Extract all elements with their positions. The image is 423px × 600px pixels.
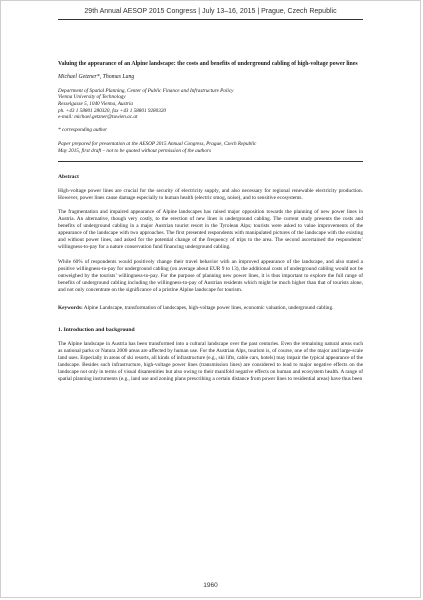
presentation-note-line: May 2015, first draft – not to be quoted without permission of the authors — [58, 147, 212, 154]
page-number: 1960 — [203, 582, 218, 589]
paper-authors: Michael Getzner*, Thomas Lang — [58, 74, 135, 81]
paper-title: Valuing the appearance of an Alpine landscape: the costs and benefits of underground cabling of high-voltage power lines — [58, 61, 358, 67]
page-content — [58, 61, 363, 383]
corresponding-author-note: * corresponding author — [58, 126, 108, 133]
keywords-text: Alpine Landscape, transformation of landscapes, high-voltage power lines, economic valuation, underground cabling. — [83, 304, 334, 311]
section-heading: 1. Introduction and background — [58, 326, 135, 333]
section-rule — [58, 161, 363, 162]
abstract-heading: Abstract — [58, 173, 79, 180]
author-affiliation — [58, 88, 363, 121]
abstract-paragraph: The fragmentation and impaired appearance of Alpine landscapes has raised major opposition towards the planning of new power lines in Austria. An alternative, though very costly, to the erection of new lines is underground cabling. The current study presents the costs and benefits of underground cabling in a major Austrian tourist resort in the Tyrolean Alps; tourists were asked to value improvements of the appearance of the landscape with two approaches. The first presented respondents with manipulated pictures of the landscape with the existing and without power lines, and asked for the potential change of the frequency of trips to the area. The second ascertained the respondents’ willingness-to-pay for a nature conservation fund financing underground cabling. — [58, 209, 363, 251]
header-rule — [58, 19, 363, 20]
affiliation-line: Department of Spatial Planning, Center of Public Finance and Infrastructure Policy — [58, 87, 234, 94]
affiliation-email: e-mail: michael.getzner@tuwien.ac.at — [58, 114, 138, 121]
keywords-label: Keywords: — [58, 304, 83, 311]
running-header: 29th Annual AESOP 2015 Congress | July 13–16, 2015 | Prague, Czech Republic — [84, 8, 337, 15]
presentation-note-line: Paper prepared for presentation at the AESOP 2015 Annual Congress, Prague, Czech Republic — [58, 141, 257, 148]
affiliation-line: Resselgasse 5, 1040 Vienna, Austria — [58, 101, 134, 107]
keywords — [58, 305, 363, 312]
affiliation-line: Vienna University of Technology — [58, 94, 126, 101]
body-paragraph: The Alpine landscape in Austria has been transformed into a cultural landscape over the past centuries. Even the remaining natural areas such as national parks or Natura 2000 areas are affected by human use. For the Austrian Alps, tourism is, of course, one of the major and large-scale land uses. Especially in areas of ski resorts, all kinds of infrastructure (e.g., ski lifts, cable cars, hotels) may impair the typical appearance of the landscape. Besides such infrastructure, high-voltage power lines (transmission lines) are considered to lead to major negative effects on the landscape not only in terms of visual disamenities but also owing to their manifold negative effects on human and ecosystem health. A range of spatial planning instruments (e.g., land use and zoning plans prescribing a certain distance from power lines to residential areas) have thus been — [58, 340, 363, 382]
presentation-note — [58, 141, 363, 154]
affiliation-line: ph. +43 1 58801 280320, fax +43 1 58801 9280320 — [58, 107, 167, 114]
abstract-paragraph: While 60% of respondents would positively change their travel behavior with an improved appearance of the landscape, and also stated a positive willingness-to-pay for underground cabling (on average about EUR 9 to 13), the additional costs of underground cabling would not be outweighed by the tourists’ willingness-to-pay. For the purpose of planning new power lines, it is thus important to explore the full range of benefits of underground cabling including the willingness-to-pay of Austrian residents which might be much higher than that of tourists alone, and not only concentrate on the significance of a pristine Alpine landscape for tourism. — [58, 259, 363, 293]
abstract-paragraph: High-voltage power lines are crucial for the security of electricity supply, and also necessary for regional renewable electricity production. However, power lines cause damage especially to human health (electric smog, noise), and to sensitive ecosystems. — [58, 187, 363, 201]
